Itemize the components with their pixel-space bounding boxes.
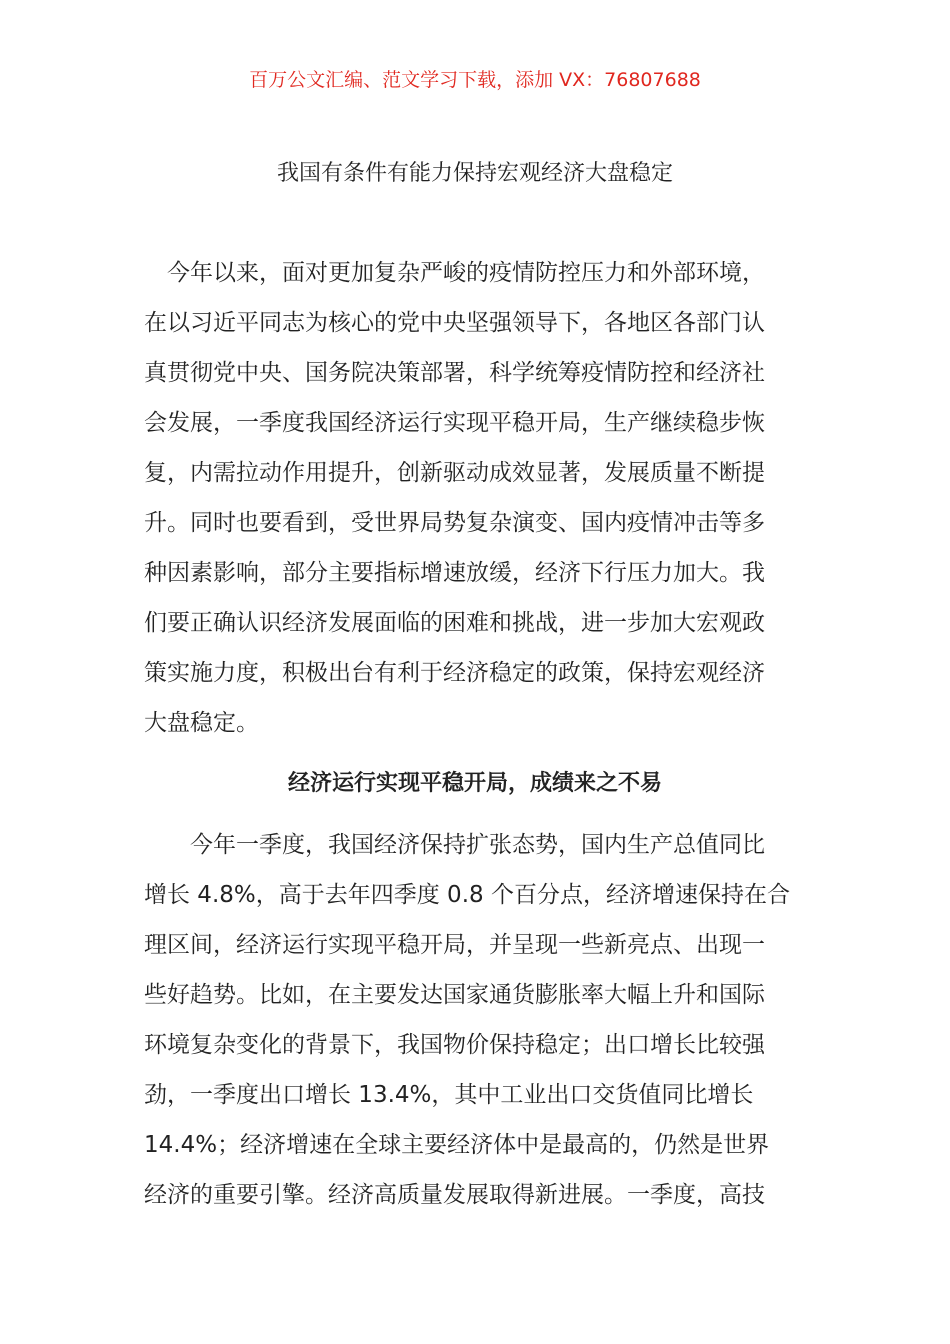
- section-heading: 经济运行实现平稳开局，成绩来之不易: [287, 771, 662, 796]
- paragraph-line: 些好趋势。比如，在主要发达国家通货膨胀率大幅上升和国际: [144, 982, 765, 1008]
- paragraph-line: 环境复杂变化的背景下，我国物价保持稳定；出口增长比较强: [144, 1032, 765, 1058]
- paragraph-line: 理区间，经济运行实现平稳开局，并呈现一些新亮点、出现一: [144, 932, 765, 958]
- paragraph-line: 大盘稳定。: [144, 710, 259, 736]
- intro-paragraph: [144, 248, 808, 748]
- paragraph-line: 们要正确认识经济发展面临的困难和挑战，进一步加大宏观政: [144, 610, 765, 636]
- paragraph-line: 会发展，一季度我国经济运行实现平稳开局，生产继续稳步恢: [144, 410, 765, 436]
- paragraph-line: 14.4%；经济增速在全球主要经济体中是最高的，仍然是世界: [144, 1132, 770, 1158]
- paragraph-line: 增长 4.8%，高于去年四季度 0.8 个百分点，经济增速保持在合: [144, 882, 790, 908]
- paragraph-line: 劲，一季度出口增长 13.4%，其中工业出口交货值同比增长: [144, 1082, 754, 1108]
- paragraph-line: 升。同时也要看到，受世界局势复杂演变、国内疫情冲击等多: [144, 510, 765, 536]
- paragraph-line: 今年一季度，我国经济保持扩张态势，国内生产总值同比: [144, 832, 765, 858]
- paragraph-line: 今年以来，面对更加复杂严峻的疫情防控压力和外部环境，: [144, 260, 765, 286]
- paragraph-line: 在以习近平同志为核心的党中央坚强领导下，各地区各部门认: [144, 310, 765, 336]
- paragraph-line: 真贯彻党中央、国务院决策部署，科学统筹疫情防控和经济社: [144, 360, 765, 386]
- header-promo-note: 百万公文汇编、范文学习下载，添加 VX：76807688: [249, 69, 701, 91]
- paragraph-line: 复，内需拉动作用提升，创新驱动成效显著，发展质量不断提: [144, 460, 765, 486]
- paragraph-line: 策实施力度，积极出台有利于经济稳定的政策，保持宏观经济: [144, 660, 765, 686]
- paragraph-line: 种因素影响，部分主要指标增速放缓，经济下行压力加大。我: [144, 560, 765, 586]
- section-paragraph: [144, 820, 808, 1220]
- document-title: 我国有条件有能力保持宏观经济大盘稳定: [276, 161, 673, 186]
- paragraph-line: 经济的重要引擎。经济高质量发展取得新进展。一季度，高技: [144, 1182, 765, 1208]
